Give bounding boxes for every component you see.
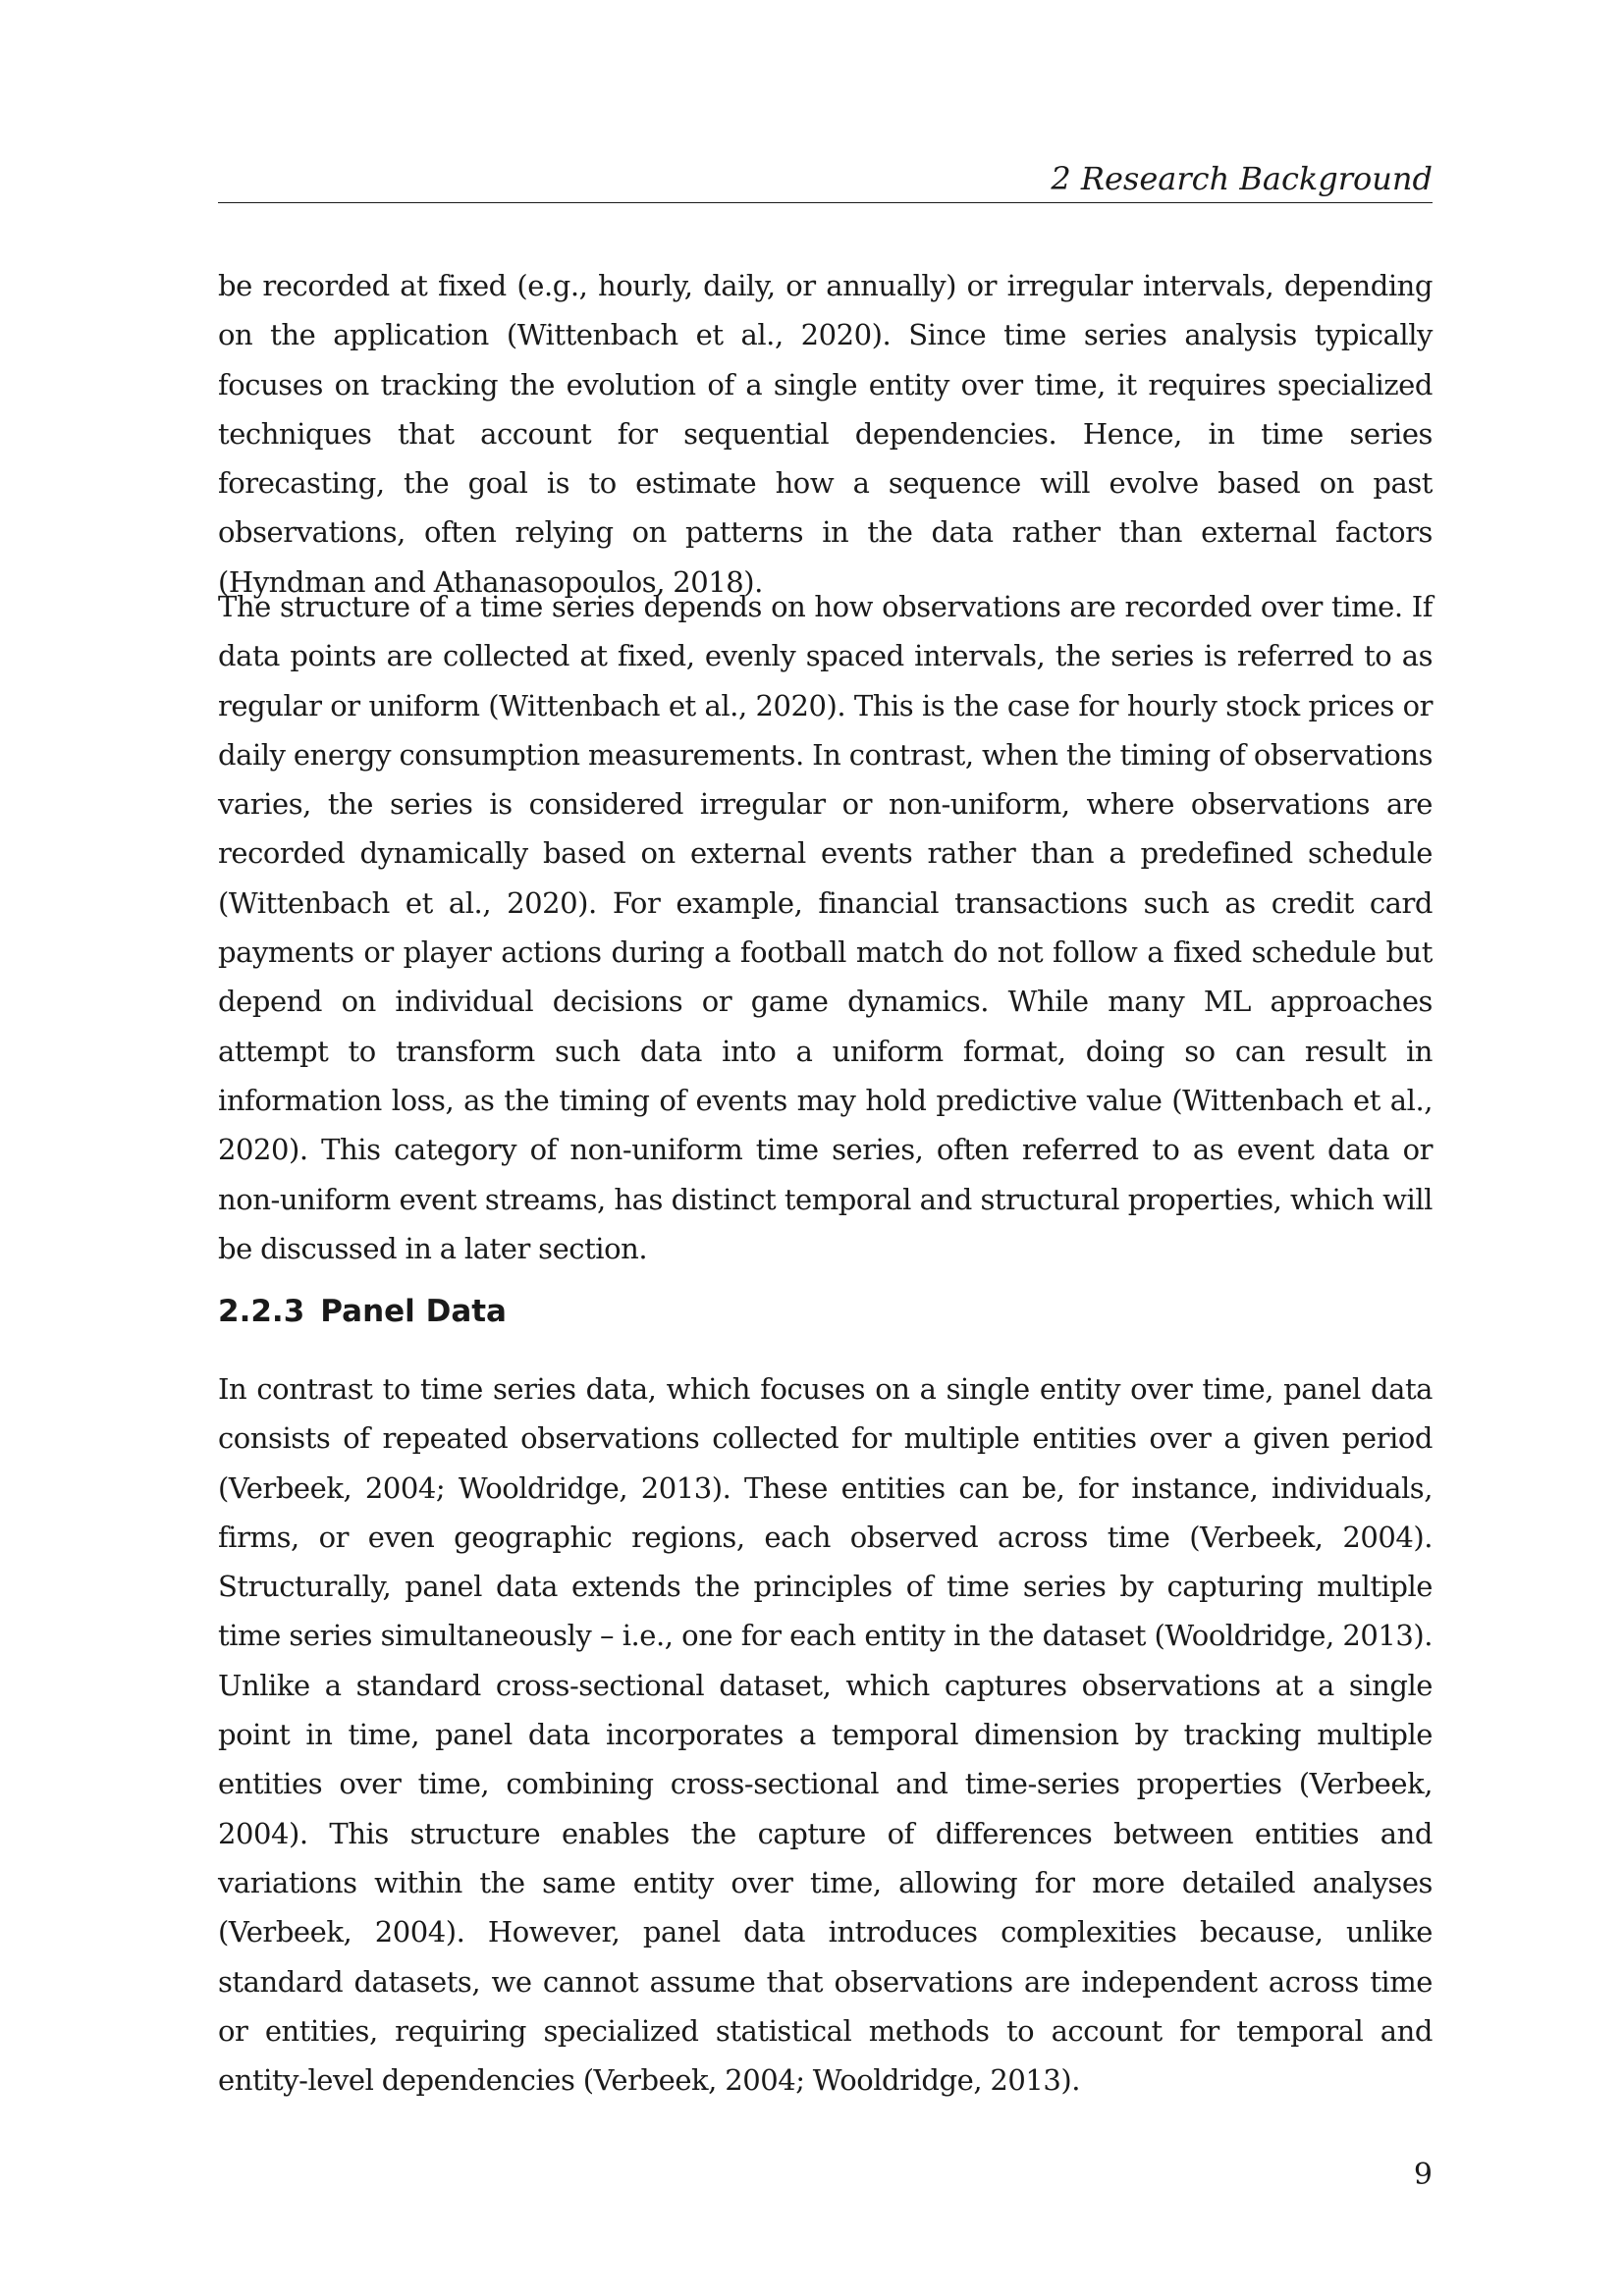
running-header: 2 Research Background bbox=[1051, 160, 1433, 197]
page-number: 9 bbox=[1413, 2158, 1433, 2192]
paragraph-time-series-structure: The structure of a time series depends on how observations are recorded over time. If data points are collected at fixed, evenly spaced intervals, the series is referred to as regular or uniform (Wittenbach et al., 2020). This is the case for hourly stock prices or daily energy consumption measurements. In contrast, when the timing of observations varies, the series is considered irregular or non-uniform, where observations are recorded dynamically based on external events rather than a predefined schedule (Wittenbach et al., 2020). For example, financial transactions such as credit card payments or player actions during a football match do not follow a fixed schedule but depend on individual decisions or game dynamics. While many ML approaches attempt to transform such data into a uniform format, doing so can result in information loss, as the timing of events may hold predictive value (Wittenbach et al., 2020). This category of non-uniform time series, often referred to as event data or non-uniform event streams, has distinct temporal and structural properties, which will be discussed in a later section. bbox=[218, 590, 1433, 1265]
paragraph-panel-data: In contrast to time series data, which focuses on a single entity over time, panel data consists of repeated observations collected for multiple entities over a given period (Verbeek, 2004; Wooldridge, 2013). These entities can be, for instance, individuals, firms, or even geographic regions, each observed across time (Verbeek, 2004). Structurally, panel data extends the principles of time series by capturing multiple time series simultaneously – i.e., one for each entity in the dataset (Wooldridge, 2013). Unlike a standard cross-sectional dataset, which captures observations at a single point in time, panel data incorporates a temporal dimension by tracking multiple entities over time, combining cross-sectional and time-series properties (Verbeek, 2004). This structure enables the capture of differences between entities and variations within the same entity over time, allowing for more detailed analyses (Verbeek, 2004). However, panel data introduces complexities because, unlike standard datasets, we cannot assume that observations are independent across time or entities, requiring specialized statistical methods to account for temporal and entity-level dependencies (Verbeek, 2004; Wooldridge, 2013). bbox=[218, 1372, 1433, 2098]
section-title: Panel Data bbox=[320, 1294, 507, 1329]
section-heading bbox=[218, 1292, 507, 1331]
paragraph-time-series-intervals: be recorded at fixed (e.g., hourly, daily, or annually) or irregular intervals, depending on the application (Wittenbach et al., 2020). Since time series analysis typically focuses on tracking the evolution of a single entity over time, it requires specialized techniques that account for sequential dependencies. Hence, in time series forecasting, the goal is to estimate how a sequence will evolve based on past observations, often relying on patterns in the data rather than external factors (Hyndman and Athanasopoulos, 2018). bbox=[218, 269, 1433, 599]
header-rule bbox=[218, 202, 1433, 203]
section-number: 2.2.3 bbox=[218, 1294, 305, 1329]
